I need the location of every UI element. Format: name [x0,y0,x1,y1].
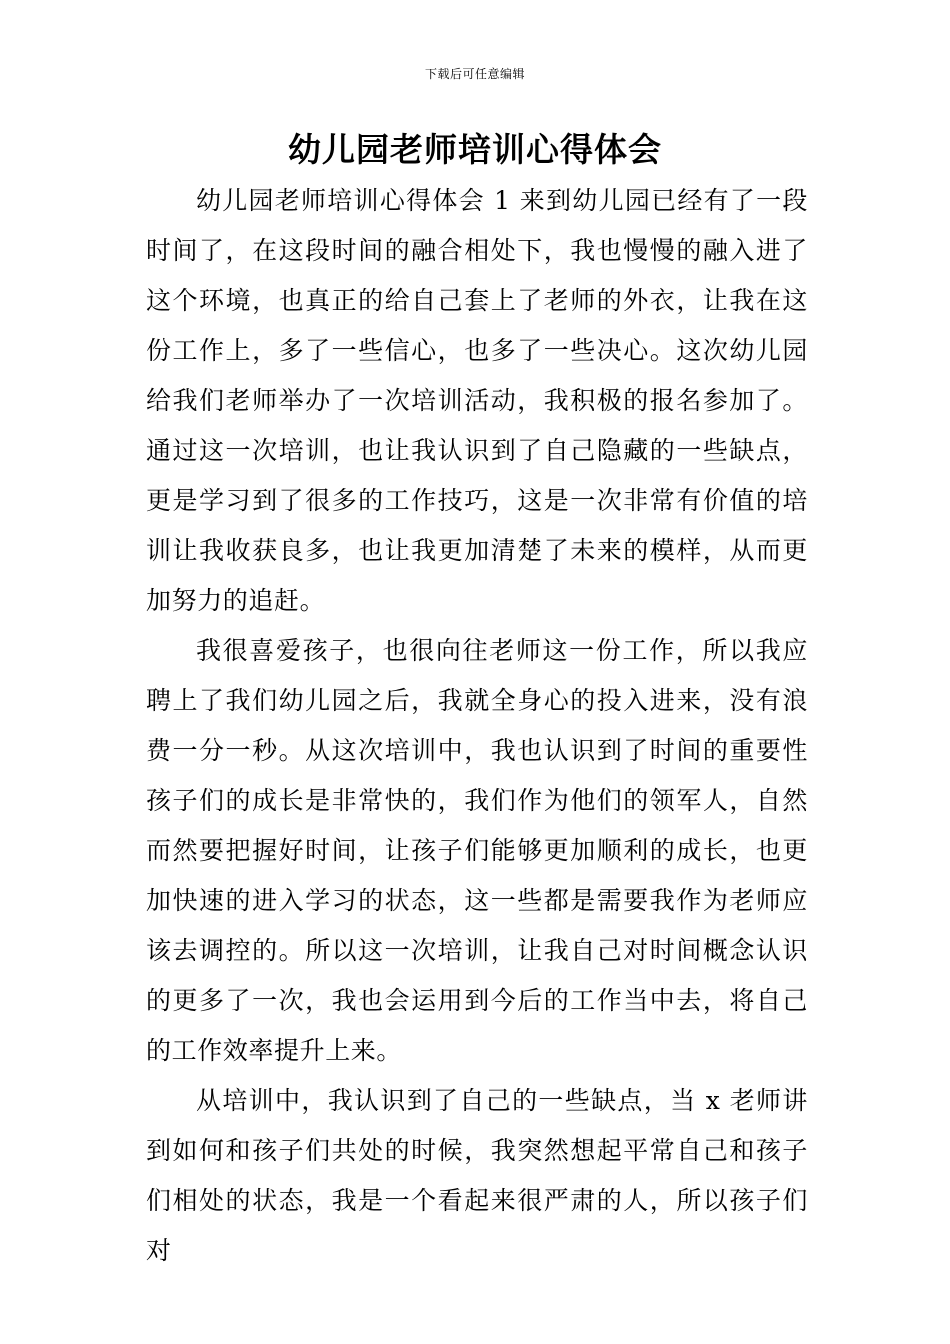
paragraph-2: 我很喜爱孩子，也很向往老师这一份工作，所以我应聘上了我们幼儿园之后，我就全身心的投入进来，没有浪费一分一秒。从这次培训中，我也认识到了时间的重要性孩子们的成长是非常快的，我们作为他们的领军人，自然而然要把握好时间，让孩子们能够更加顺利的成长，也更加快速的进入学习的状态，这一些都是需要我作为老师应该去调控的。所以这一次培训，让我自己对时间概念认识的更多了一次，我也会运用到今后的工作当中去，将自己的工作效率提升上来。 [146,636,808,1065]
paragraph-3: 从培训中，我认识到了自己的一些缺点，当 x 老师讲到如何和孩子们共处的时候，我突然想起平常自己和孩子们相处的状态，我是一个看起来很严肃的人，所以孩子们对 [146,1086,808,1265]
document-title: 幼儿园老师培训心得体会 [288,130,662,169]
header-note: 下载后可任意编辑 [424,67,525,81]
document-body [146,176,808,1276]
paragraph-1: 幼儿园老师培训心得体会 1 来到幼儿园已经有了一段时间了，在这段时间的融合相处下，我也慢慢的融入进了这个环境，也真正的给自己套上了老师的外衣，让我在这份工作上，多了一些信心，也多了一些决心。这次幼儿园给我们老师举办了一次培训活动，我积极的报名参加了。通过这一次培训，也让我认识到了自己隐藏的一些缺点，更是学习到了很多的工作技巧，这是一次非常有价值的培训让我收获良多，也让我更加清楚了未来的模样，从而更加努力的追赶。 [146,186,808,615]
